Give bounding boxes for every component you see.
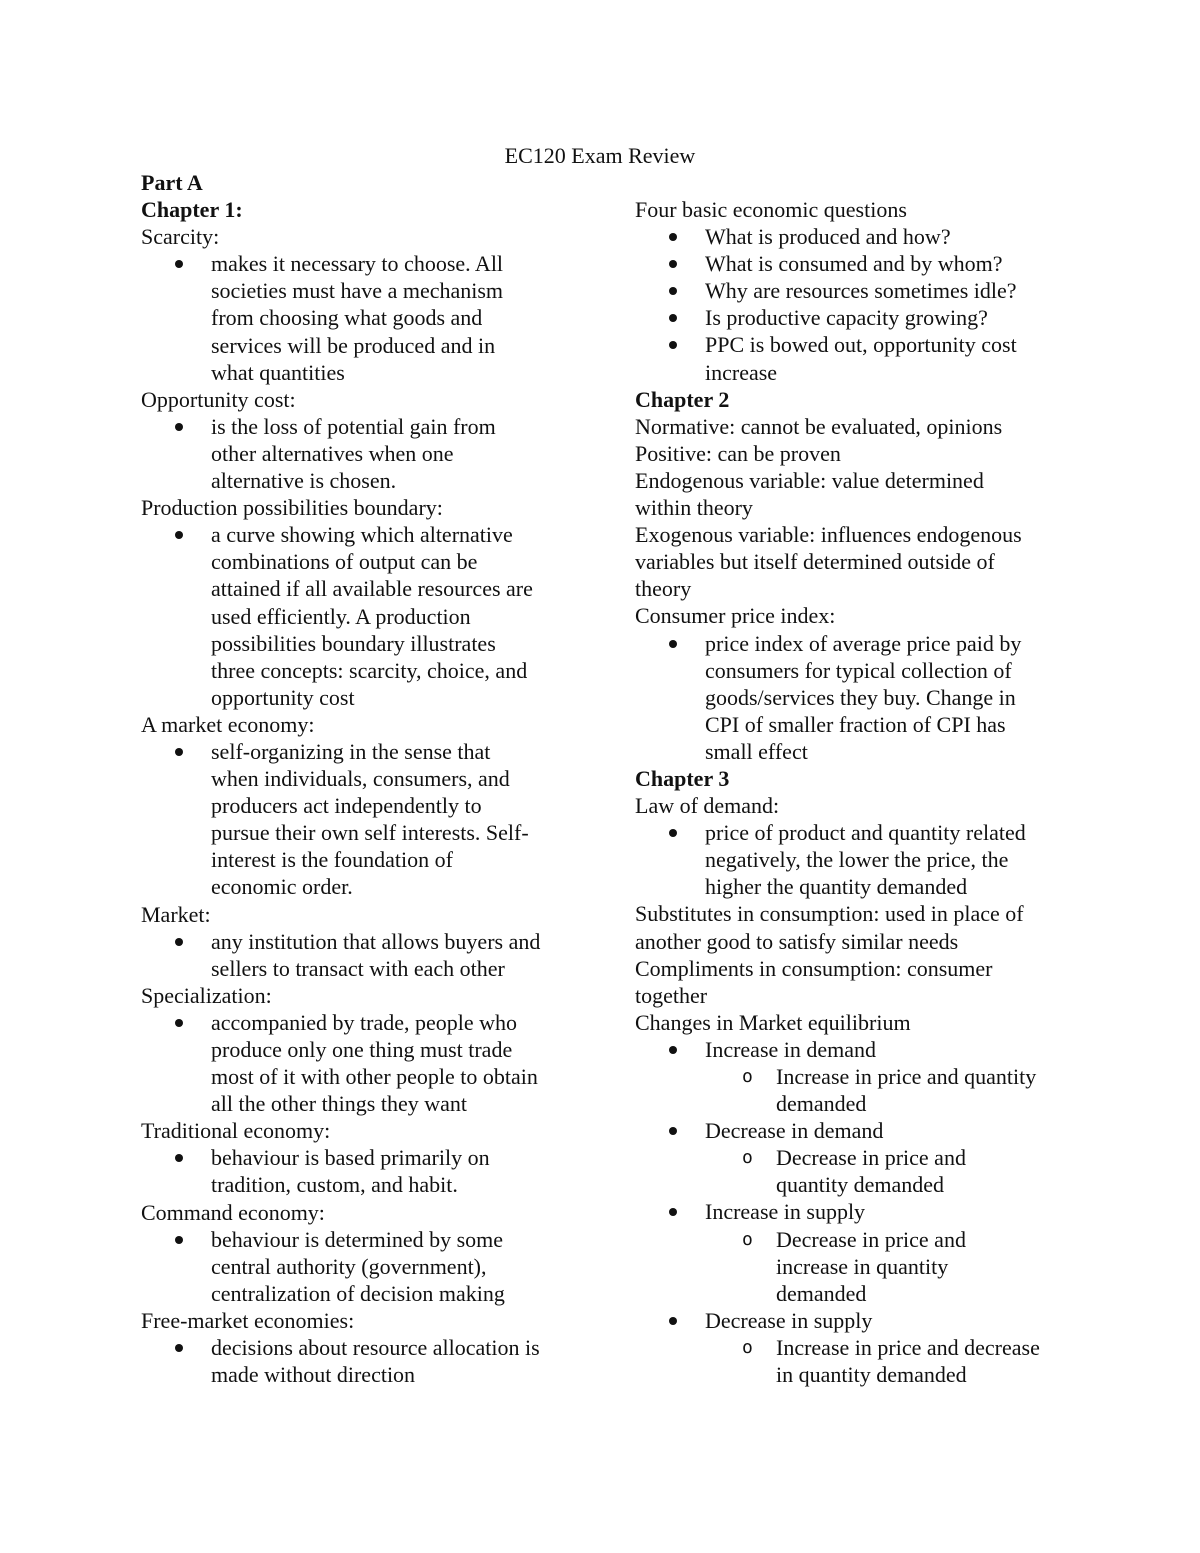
- term-line: Traditional economy:: [141, 1118, 331, 1144]
- bullet-text: accompanied by trade, people who produce only one thing must trade most of it with other people to obtain all the other things they want: [211, 1009, 538, 1117]
- bullet-item: [635, 1036, 1075, 1063]
- bullet-text: Is productive capacity growing?: [705, 305, 988, 331]
- term-line: Four basic economic questions: [635, 197, 907, 222]
- bullet-item: [141, 1144, 581, 1198]
- section-heading: Part A: [141, 170, 203, 195]
- bullet-item: [141, 250, 581, 385]
- sub-bullet-item: [635, 1063, 1075, 1117]
- bullet-text: behaviour is based primarily on tradition, custom, and habit.: [211, 1145, 490, 1198]
- bullet-item: [635, 819, 1075, 900]
- term-line: together: [635, 982, 708, 1008]
- bullet-text: a curve showing which alternative combinations of output can be attained if all available resources are used efficiently. A production possibilities boundary illustrates three concepts: scarcity, choice, and opportunity cost: [211, 522, 533, 710]
- bullet-item: [141, 1226, 581, 1307]
- bullet-text: What is produced and how?: [705, 224, 951, 250]
- document-title: EC120 Exam Review: [504, 143, 696, 168]
- bullet-text: any institution that allows buyers and sellers to transact with each other: [211, 928, 541, 981]
- bullet-text: o Increase in price and decrease in quantity demanded: [776, 1334, 1040, 1388]
- bullet-item: [635, 331, 1075, 385]
- sub-bullet-item: [635, 1226, 1075, 1307]
- bullet-text: is the loss of potential gain from other alternatives when one alternative is chosen.: [211, 413, 496, 494]
- section-heading: Chapter 2: [635, 386, 730, 412]
- term-line: Changes in Market equilibrium: [635, 1009, 911, 1035]
- term-line: theory: [635, 576, 692, 602]
- bullet-item: [141, 928, 581, 982]
- term-line: Free-market economies:: [141, 1307, 355, 1333]
- bullet-text: makes it necessary to choose. All societies must have a mechanism from choosing what goods and services will be produced and in what quantities: [211, 251, 504, 385]
- term-line: Opportunity cost:: [141, 386, 296, 412]
- term-line: Exogenous variable: influences endogenous: [635, 522, 1022, 548]
- term-line: Normative: cannot be evaluated, opinions: [635, 413, 1003, 439]
- bullet-text: Decrease in supply: [705, 1307, 873, 1333]
- bullet-item: [141, 413, 581, 494]
- bullet-item: [635, 1117, 1075, 1144]
- term-line: Specialization:: [141, 982, 272, 1008]
- bullet-text: Why are resources sometimes idle?: [705, 278, 1017, 304]
- bullet-item: [635, 250, 1075, 277]
- bullet-item: [141, 1334, 581, 1388]
- bullet-item: [635, 277, 1075, 304]
- term-line: A market economy:: [141, 711, 315, 737]
- term-line: Positive: can be proven: [635, 440, 841, 466]
- term-line: Compliments in consumption: consumer: [635, 955, 993, 981]
- bullet-text: o Decrease in price and quantity demanded: [776, 1145, 966, 1198]
- bullet-text: price of product and quantity related negatively, the lower the price, the higher the quantity demanded: [705, 820, 1026, 900]
- bullet-text: Decrease in demand: [705, 1118, 884, 1144]
- bullet-text: What is consumed and by whom?: [705, 251, 1003, 277]
- bullet-text: decisions about resource allocation is made without direction: [211, 1335, 540, 1388]
- term-line: Law of demand:: [635, 793, 780, 819]
- term-line: Command economy:: [141, 1199, 325, 1225]
- bullet-item: [635, 1198, 1075, 1225]
- term-line: Market:: [141, 901, 211, 927]
- bullet-text: PPC is bowed out, opportunity cost increase: [705, 332, 1017, 385]
- right-column: [635, 196, 1075, 1388]
- term-line: variables but itself determined outside of: [635, 549, 995, 575]
- bullet-text: o Increase in price and quantity demanded: [776, 1064, 1037, 1117]
- term-line: Substitutes in consumption: used in place of: [635, 901, 1024, 927]
- sub-bullet-item: [635, 1334, 1075, 1388]
- bullet-text: Increase in demand: [705, 1036, 877, 1062]
- term-line: Scarcity:: [141, 224, 220, 250]
- sub-bullet-item: [635, 1144, 1075, 1198]
- bullet-text: self-organizing in the sense that when individuals, consumers, and producers act independently to pursue their own self interests. Self- interest is the foundation of economic order.: [211, 738, 529, 900]
- left-column: [141, 169, 581, 1388]
- bullet-item: [141, 521, 581, 711]
- bullet-item: [141, 738, 581, 901]
- bullet-item: [635, 1307, 1075, 1334]
- term-line: Consumer price index:: [635, 603, 836, 629]
- term-line: Endogenous variable: value determined: [635, 467, 984, 493]
- term-line: another good to satisfy similar needs: [635, 928, 959, 954]
- bullet-text: o Decrease in price and increase in quantity demanded: [776, 1226, 966, 1306]
- term-line: within theory: [635, 495, 753, 521]
- section-heading: Chapter 3: [635, 765, 730, 791]
- bullet-text: Increase in supply: [705, 1199, 866, 1225]
- bullet-item: [635, 304, 1075, 331]
- bullet-text: behaviour is determined by some central authority (government), centralization of decision making: [211, 1226, 505, 1306]
- bullet-text: price index of average price paid by consumers for typical collection of goods/services they buy. Change in CPI of smaller fraction of CPI has small effect: [705, 630, 1022, 764]
- term-line: Production possibilities boundary:: [141, 495, 443, 521]
- section-heading: Chapter 1:: [141, 197, 243, 223]
- bullet-item: [635, 630, 1075, 765]
- bullet-item: [141, 1009, 581, 1117]
- bullet-item: [635, 223, 1075, 250]
